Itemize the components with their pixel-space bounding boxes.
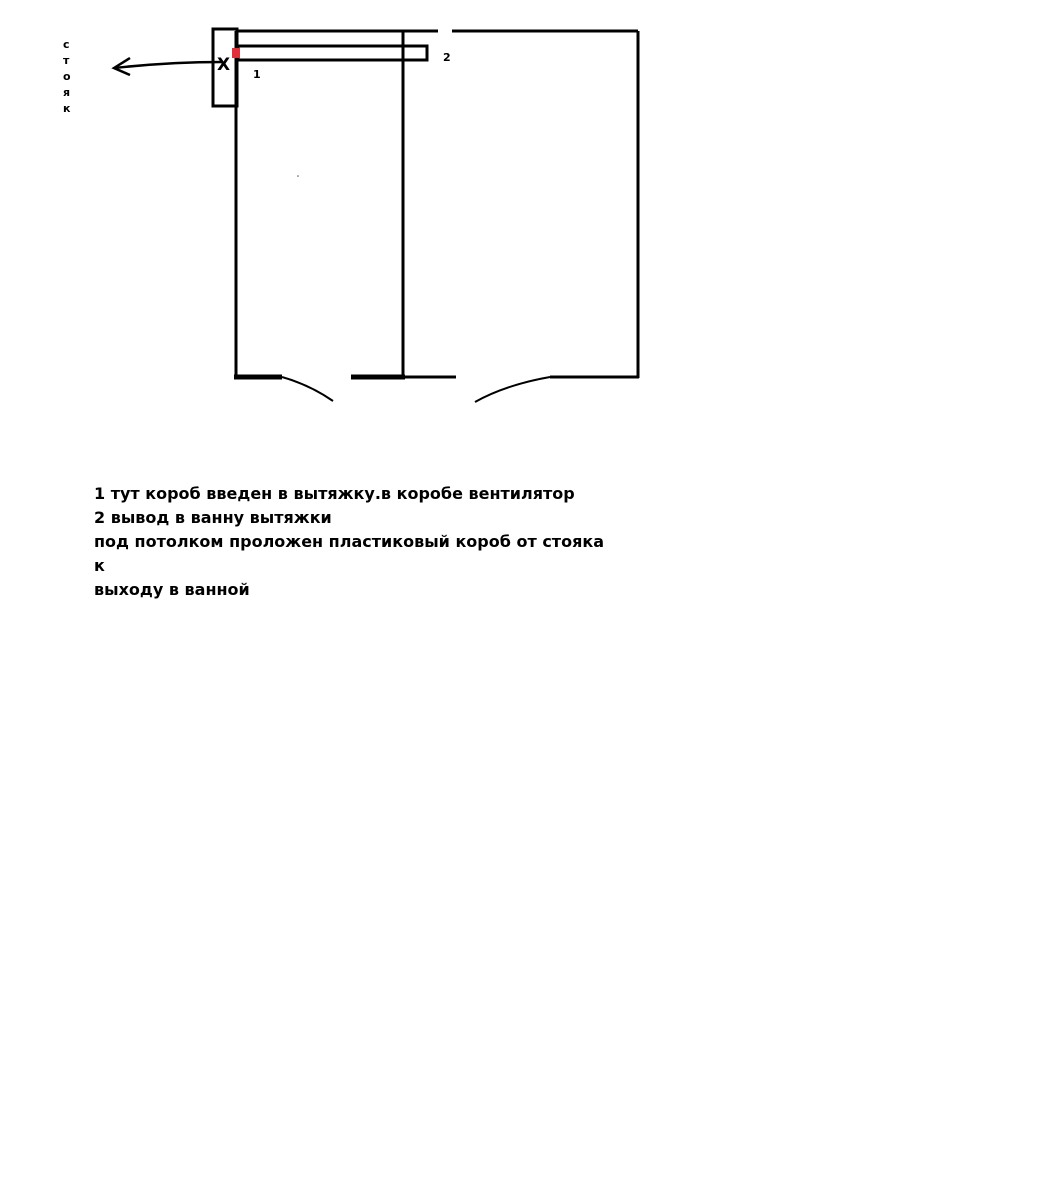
note-line: под потолком проложен пластиковый короб от стояка к xyxy=(94,532,604,575)
fan-entry-point xyxy=(232,48,240,58)
riser-box-mark: Х xyxy=(217,55,231,75)
riser-label xyxy=(63,38,71,115)
notes-list xyxy=(94,482,614,602)
riser-letter: я xyxy=(63,86,71,99)
stray-dot xyxy=(297,175,299,177)
plastic-duct xyxy=(238,46,427,60)
door-swings xyxy=(282,377,550,402)
note-line: выходу в ванной xyxy=(94,580,250,599)
riser-letter: с xyxy=(63,38,70,51)
note-line: 1 тут короб введен в вытяжку.в коробе вентилятор xyxy=(94,484,575,503)
marker-1: 1 xyxy=(253,68,261,81)
riser-letter: к xyxy=(63,102,71,115)
right-room xyxy=(403,31,639,378)
note-line: 2 вывод в ванну вытяжки xyxy=(94,508,332,527)
riser-letter: о xyxy=(63,70,71,83)
riser-arrow xyxy=(114,58,222,75)
riser-letter: т xyxy=(63,54,70,67)
left-room xyxy=(234,31,405,378)
marker-2: 2 xyxy=(443,51,451,64)
